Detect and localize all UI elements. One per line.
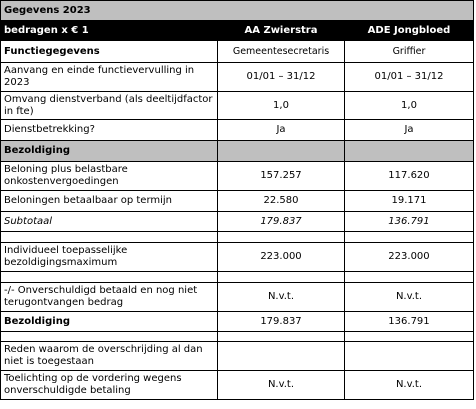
amount-unit-label: bedragen x € 1 xyxy=(1,21,218,41)
maximum-row xyxy=(1,243,474,272)
bezoldiging-total-label: Bezoldiging xyxy=(1,312,218,332)
functie-row xyxy=(1,41,474,63)
toelichting-label: Toelichting op de vordering wegens onverschuldigde betaling xyxy=(1,371,218,400)
reden-label: Reden waarom de overschrijding al dan niet is toegestaan xyxy=(1,342,218,371)
table-row xyxy=(1,92,474,120)
onverschuldigd-label: -/- Onverschuldigd betaald en nog niet terugontvangen bedrag xyxy=(1,283,218,312)
table-row xyxy=(1,162,474,191)
table-row xyxy=(1,120,474,141)
subtotaal-value-1: 179.837 xyxy=(218,212,345,232)
empty-cell xyxy=(344,232,473,243)
person2-functie: Griffier xyxy=(344,41,473,63)
empty-cell xyxy=(344,272,473,283)
onverschuldigd-row xyxy=(1,283,474,312)
table-row xyxy=(1,191,474,212)
empty-cell xyxy=(1,272,218,283)
row-label: Omvang dienstverband (als deeltijdfactor in fte) xyxy=(1,92,218,120)
empty-cell xyxy=(1,332,218,342)
empty-cell xyxy=(344,332,473,342)
onverschuldigd-value-1: N.v.t. xyxy=(218,283,345,312)
maximum-label: Individueel toepasselijke bezoldigingsmaximum xyxy=(1,243,218,272)
toelichting-row xyxy=(1,371,474,400)
maximum-value-2: 223.000 xyxy=(344,243,473,272)
empty-cell xyxy=(344,141,473,162)
subtotaal-row xyxy=(1,212,474,232)
empty-cell xyxy=(218,141,345,162)
table-row xyxy=(1,63,474,92)
bezoldiging-section-row xyxy=(1,141,474,162)
empty-cell xyxy=(218,232,345,243)
bezoldiging-heading: Bezoldiging xyxy=(1,141,218,162)
row-value-2: 117.620 xyxy=(344,162,473,191)
row-value-1: 157.257 xyxy=(218,162,345,191)
empty-cell xyxy=(1,232,218,243)
row-value-1: 22.580 xyxy=(218,191,345,212)
bezoldiging-total-value-1: 179.837 xyxy=(218,312,345,332)
row-label: Beloningen betaalbaar op termijn xyxy=(1,191,218,212)
empty-cell xyxy=(218,332,345,342)
row-value-1: 1,0 xyxy=(218,92,345,120)
empty-cell xyxy=(218,272,345,283)
onverschuldigd-value-2: N.v.t. xyxy=(344,283,473,312)
title-row xyxy=(1,1,474,21)
table-title: Gegevens 2023 xyxy=(1,1,474,21)
row-value-1: Ja xyxy=(218,120,345,141)
subtotaal-label: Subtotaal xyxy=(1,212,218,232)
spacer-row xyxy=(1,332,474,342)
row-label: Beloning plus belastbare onkostenvergoedingen xyxy=(1,162,218,191)
header-row xyxy=(1,21,474,41)
toelichting-value-2: N.v.t. xyxy=(344,371,473,400)
spacer-row xyxy=(1,232,474,243)
reden-value-2 xyxy=(344,342,473,371)
person1-functie: Gemeentesecretaris xyxy=(218,41,345,63)
person2-name: ADE Jongbloed xyxy=(344,21,473,41)
row-label: Aanvang en einde functievervulling in 2023 xyxy=(1,63,218,92)
reden-row xyxy=(1,342,474,371)
row-value-2: 19.171 xyxy=(344,191,473,212)
row-value-1: 01/01 – 31/12 xyxy=(218,63,345,92)
subtotaal-value-2: 136.791 xyxy=(344,212,473,232)
bezoldiging-total-row xyxy=(1,312,474,332)
person1-name: AA Zwierstra xyxy=(218,21,345,41)
row-value-2: 1,0 xyxy=(344,92,473,120)
row-value-2: Ja xyxy=(344,120,473,141)
row-label: Dienstbetrekking? xyxy=(1,120,218,141)
bezoldiging-total-value-2: 136.791 xyxy=(344,312,473,332)
row-value-2: 01/01 – 31/12 xyxy=(344,63,473,92)
functie-heading: Functiegegevens xyxy=(1,41,218,63)
toelichting-value-1: N.v.t. xyxy=(218,371,345,400)
reden-value-1 xyxy=(218,342,345,371)
maximum-value-1: 223.000 xyxy=(218,243,345,272)
spacer-row xyxy=(1,272,474,283)
